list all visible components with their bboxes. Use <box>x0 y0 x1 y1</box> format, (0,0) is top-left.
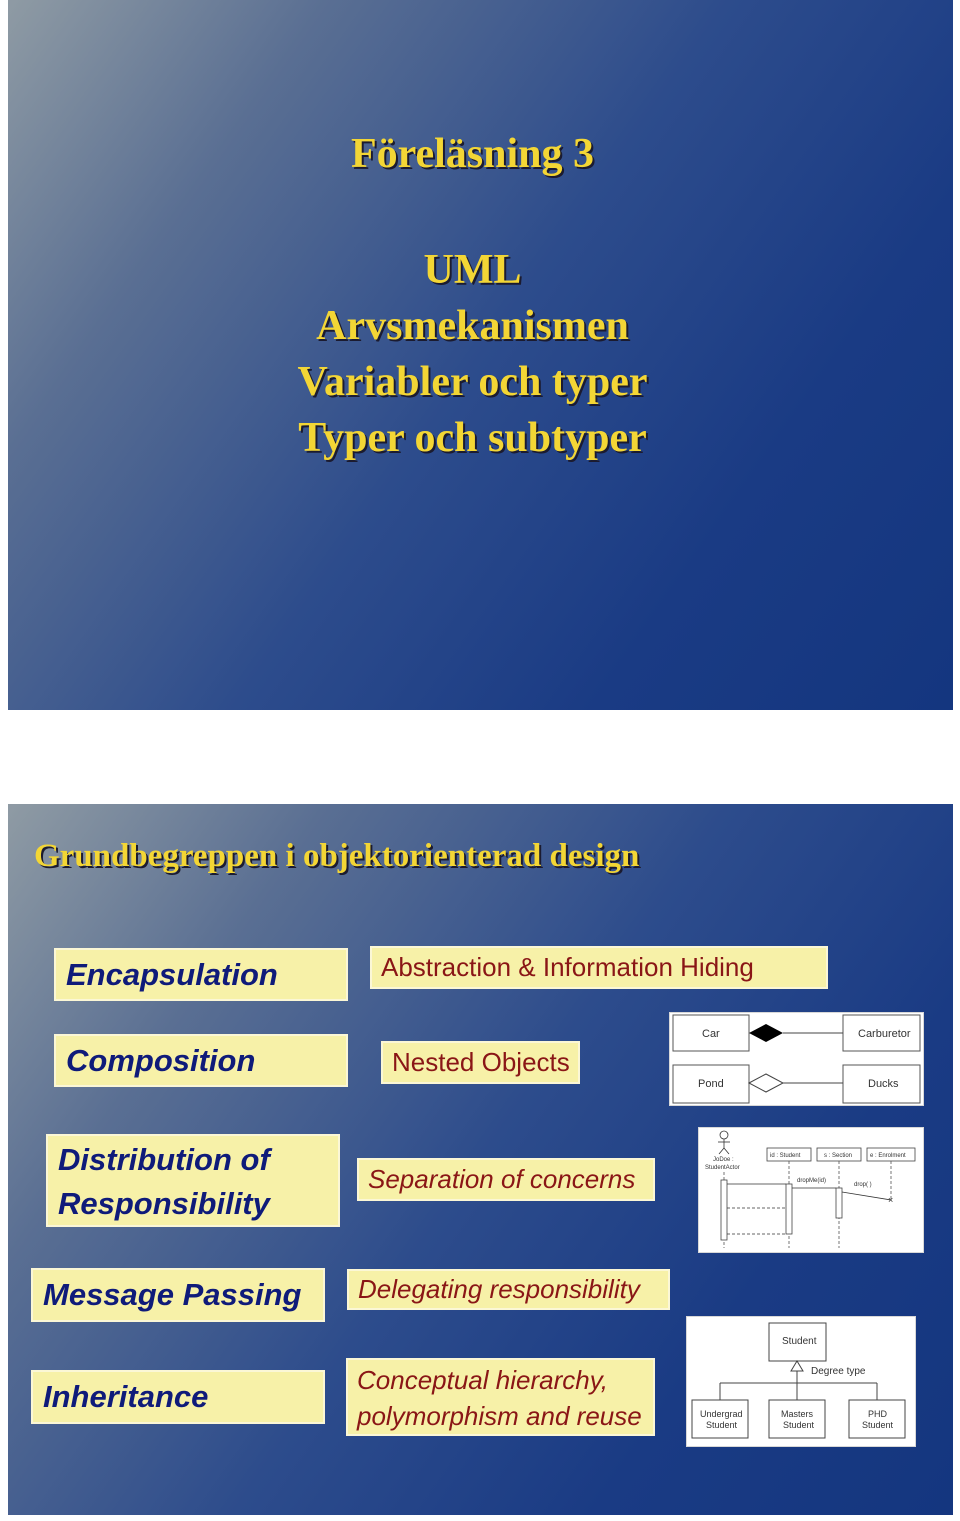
concept-composition: Composition <box>54 1034 348 1087</box>
undergrad-class-box <box>692 1400 748 1438</box>
hollow-diamond-icon <box>749 1074 783 1092</box>
topic-line: Variabler och typer <box>297 359 648 405</box>
concept-message-passing: Message Passing <box>31 1268 325 1322</box>
description-abstraction: Abstraction & Information Hiding <box>370 946 828 989</box>
sequence-diagram <box>698 1127 924 1253</box>
filled-diamond-icon <box>749 1024 783 1042</box>
child-class-label: Undergrad <box>700 1409 743 1419</box>
concept-line: Responsibility <box>58 1186 270 1221</box>
generalization-arrow-icon <box>791 1361 803 1371</box>
actor-type: StudentActor <box>705 1165 740 1171</box>
topic-line: Arvsmekanismen <box>316 303 629 349</box>
actor-leg <box>724 1148 729 1154</box>
concept-encapsulation: Encapsulation <box>54 948 348 1001</box>
composition-diagram-svg <box>670 1013 923 1105</box>
degree-type-label: Degree type <box>811 1366 866 1377</box>
child-class-label: Student <box>706 1420 738 1430</box>
slide-1-title: Föreläsning 3 <box>350 131 595 177</box>
actor-leg <box>719 1148 724 1154</box>
actor-head-icon <box>720 1131 728 1139</box>
child-class-label: Masters <box>781 1409 814 1419</box>
carburetor-label: Carburetor <box>858 1028 911 1040</box>
child-class-label: Student <box>783 1420 815 1430</box>
description-nested-objects: Nested Objects <box>381 1041 580 1084</box>
description-delegating-responsibility: Delegating responsibility <box>347 1269 670 1310</box>
section-object-label: s : Section <box>824 1153 853 1159</box>
description-separation-of-concerns: Separation of concerns <box>357 1158 655 1201</box>
section-activation <box>836 1188 842 1218</box>
destroy-x-icon: × <box>888 1195 894 1205</box>
topic-line: Typer och subtyper <box>298 415 647 461</box>
phd-class-box <box>849 1400 905 1438</box>
child-class-label: PHD <box>868 1409 888 1419</box>
student-class-label: Student <box>782 1336 817 1347</box>
ducks-label: Ducks <box>868 1078 899 1090</box>
sequence-diagram-svg <box>699 1128 923 1252</box>
description-conceptual-hierarchy <box>346 1358 655 1436</box>
concept-inheritance: Inheritance <box>31 1370 325 1424</box>
actor-name: JoDoe : <box>713 1157 734 1163</box>
composition-diagram <box>669 1012 924 1106</box>
student-object-label: id : Student <box>770 1153 801 1159</box>
car-label: Car <box>702 1028 720 1040</box>
concept-distribution-of-responsibility <box>46 1134 340 1227</box>
description-line: polymorphism and reuse <box>357 1401 642 1431</box>
message-arrow <box>842 1192 891 1200</box>
description-line: Conceptual hierarchy, <box>357 1365 608 1395</box>
slide-2-heading: Grundbegreppen i objektorienterad design <box>34 838 640 874</box>
student-activation <box>786 1184 792 1234</box>
actor-activation <box>721 1180 727 1240</box>
inheritance-diagram <box>686 1316 916 1447</box>
enrolment-object-label: e : Enrolment <box>870 1153 906 1159</box>
pond-label: Pond <box>698 1078 724 1090</box>
inheritance-diagram-svg <box>687 1317 915 1446</box>
masters-class-box <box>769 1400 825 1438</box>
child-class-label: Student <box>862 1420 894 1430</box>
message-dropme: dropMe(id) <box>797 1178 827 1184</box>
slide-1-topic-list <box>0 242 945 466</box>
concept-line: Distribution of <box>58 1142 270 1177</box>
topic-line: UML <box>423 247 522 293</box>
message-drop: drop( ) <box>854 1182 872 1188</box>
